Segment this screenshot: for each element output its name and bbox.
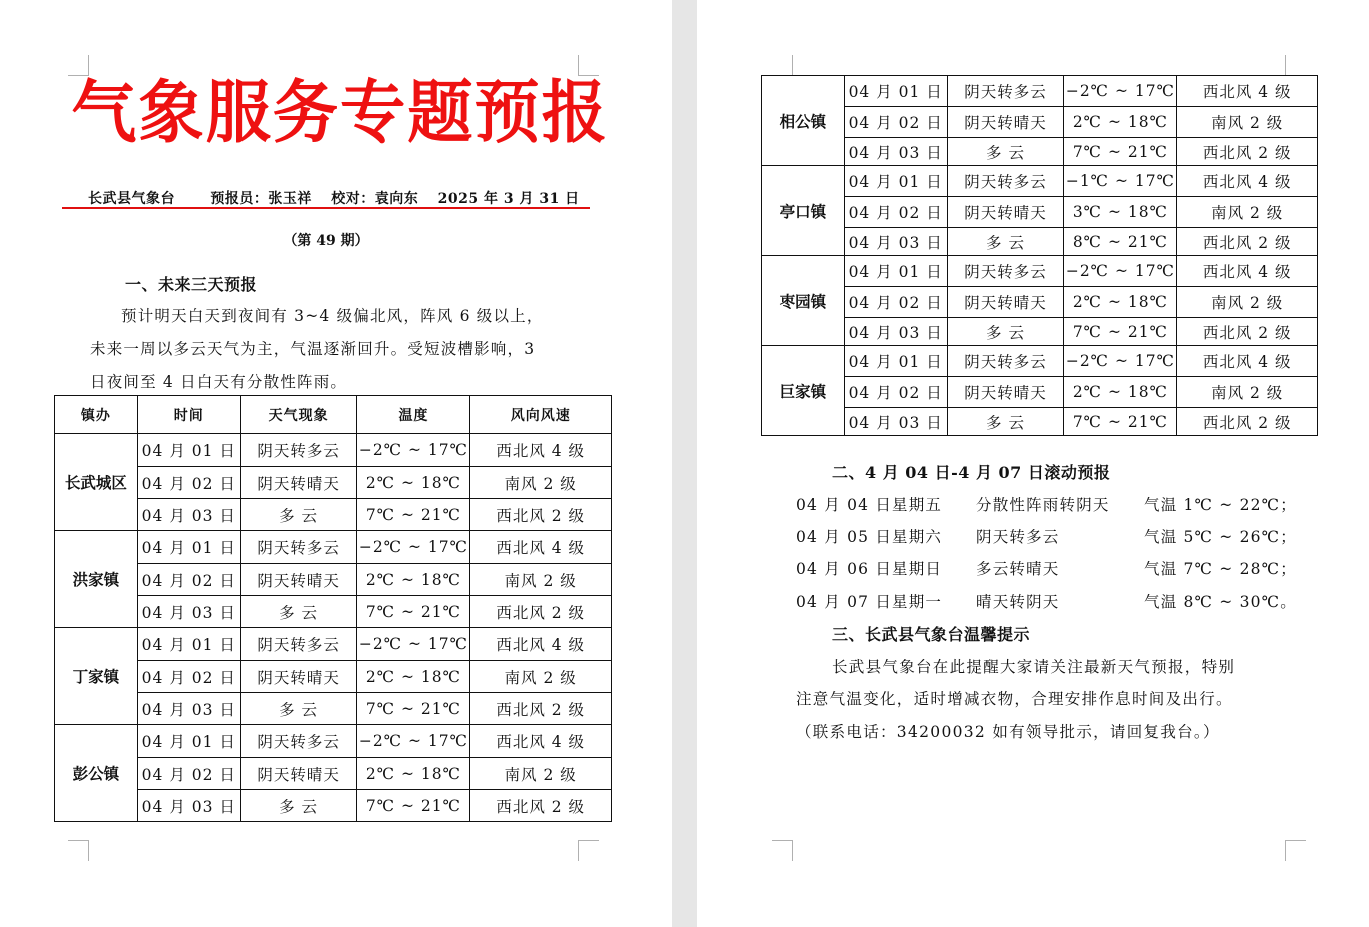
wind-cell: 西北风 4 级 — [1177, 256, 1318, 287]
town-cell: 相公镇 — [762, 76, 845, 166]
wind-cell: 西北风 4 级 — [470, 628, 612, 661]
col-header-town: 镇办 — [55, 396, 138, 434]
table-row — [55, 758, 612, 790]
wind-cell: 西北风 2 级 — [470, 693, 612, 725]
table-row — [762, 166, 1318, 197]
date-cell: 04 月 01 日 — [137, 725, 240, 758]
rolling-weather: 分散性阵雨转阴天 — [976, 496, 1110, 514]
document-page-1 — [0, 0, 672, 927]
forecast-table-part2 — [761, 75, 1318, 436]
header-rule — [62, 207, 590, 209]
report-title: 气象服务专题预报 — [71, 73, 609, 153]
weather-cell: 多 云 — [947, 228, 1064, 256]
weather-cell: 阴天转多云 — [240, 725, 357, 758]
temp-cell: 7℃ ~ 21℃ — [1064, 138, 1177, 166]
weather-cell: 多 云 — [947, 318, 1064, 346]
town-cell: 巨家镇 — [762, 346, 845, 436]
date-cell: 04 月 01 日 — [844, 346, 947, 377]
weather-cell: 阴天转多云 — [240, 628, 357, 661]
rolling-weather: 多云转晴天 — [976, 560, 1060, 578]
wind-cell: 西北风 4 级 — [470, 531, 612, 564]
weather-cell: 阴天转晴天 — [240, 467, 357, 499]
weather-cell: 阴天转晴天 — [240, 564, 357, 596]
temp-cell: 7℃ ~ 21℃ — [357, 693, 470, 725]
temp-cell: −2℃ ~ 17℃ — [357, 531, 470, 564]
wind-cell: 西北风 2 级 — [1177, 408, 1318, 436]
rolling-forecast-row — [796, 557, 1316, 579]
weather-cell: 阴天转晴天 — [947, 107, 1064, 138]
issue-number: （第 49 期） — [283, 233, 369, 249]
date-cell: 04 月 02 日 — [844, 107, 947, 138]
rolling-forecast-row — [796, 590, 1316, 612]
town-cell: 亭口镇 — [762, 166, 845, 256]
temp-cell: 2℃ ~ 18℃ — [1064, 107, 1177, 138]
col-header-temp: 温度 — [357, 396, 470, 434]
date-cell: 04 月 01 日 — [844, 76, 947, 107]
temp-cell: 2℃ ~ 18℃ — [357, 661, 470, 693]
temp-cell: 8℃ ~ 21℃ — [1064, 228, 1177, 256]
date-cell: 04 月 03 日 — [844, 138, 947, 166]
wind-cell: 西北风 4 级 — [470, 434, 612, 467]
date-cell: 04 月 01 日 — [137, 628, 240, 661]
table-row — [762, 346, 1318, 377]
table-row — [762, 256, 1318, 287]
weather-cell: 阴天转多云 — [240, 434, 357, 467]
crop-mark — [1285, 840, 1306, 861]
temp-cell: −2℃ ~ 17℃ — [1064, 346, 1177, 377]
weather-cell: 阴天转晴天 — [947, 197, 1064, 228]
table-row — [762, 318, 1318, 346]
section1-heading: 一、未来三天预报 — [125, 275, 258, 294]
temp-cell: 2℃ ~ 18℃ — [357, 467, 470, 499]
byline — [88, 188, 588, 208]
table-row — [762, 76, 1318, 107]
wind-cell: 南风 2 级 — [470, 758, 612, 790]
table-row — [55, 661, 612, 693]
weather-cell: 多 云 — [240, 596, 357, 628]
para-line: 预计明天白天到夜间有 3~4 级偏北风，阵风 6 级以上， — [121, 307, 544, 325]
wind-cell: 西北风 2 级 — [1177, 138, 1318, 166]
para-line: 日夜间至 4 日白天有分散性阵雨。 — [90, 373, 348, 391]
date-cell: 04 月 03 日 — [844, 228, 947, 256]
temp-cell: −2℃ ~ 17℃ — [1064, 76, 1177, 107]
date-cell: 04 月 02 日 — [844, 197, 947, 228]
col-header-weather: 天气现象 — [240, 396, 357, 434]
temp-cell: 2℃ ~ 18℃ — [357, 758, 470, 790]
rolling-date: 04 月 04 日星期五 — [796, 496, 943, 514]
col-header-date: 时间 — [137, 396, 240, 434]
wind-cell: 西北风 2 级 — [1177, 228, 1318, 256]
wind-cell: 西北风 2 级 — [470, 596, 612, 628]
weather-cell: 多 云 — [947, 138, 1064, 166]
date-cell: 04 月 02 日 — [137, 758, 240, 790]
date-cell: 04 月 01 日 — [844, 256, 947, 287]
crop-mark — [68, 840, 89, 861]
table-row — [762, 107, 1318, 138]
weather-cell: 阴天转多云 — [947, 346, 1064, 377]
rolling-date: 04 月 07 日星期一 — [796, 593, 943, 611]
temp-cell: 3℃ ~ 18℃ — [1064, 197, 1177, 228]
col-header-wind: 风向风速 — [470, 396, 612, 434]
tip-line: 长武县气象台在此提醒大家请关注最新天气预报，特别 — [832, 658, 1236, 676]
table-row — [55, 467, 612, 499]
table-row — [55, 499, 612, 531]
wind-cell: 南风 2 级 — [470, 564, 612, 596]
temp-cell: 7℃ ~ 21℃ — [357, 499, 470, 531]
wind-cell: 南风 2 级 — [1177, 107, 1318, 138]
date-cell: 04 月 02 日 — [137, 467, 240, 499]
weather-cell: 阴天转晴天 — [240, 758, 357, 790]
date-cell: 04 月 02 日 — [137, 661, 240, 693]
wind-cell: 南风 2 级 — [1177, 197, 1318, 228]
weather-cell: 阴天转多云 — [947, 166, 1064, 197]
table-header-row — [55, 396, 612, 434]
date-cell: 04 月 03 日 — [844, 318, 947, 346]
crop-mark — [1285, 55, 1306, 76]
wind-cell: 南风 2 级 — [470, 661, 612, 693]
forecaster: 预报员：张玉祥 — [210, 191, 312, 207]
rolling-forecast-row — [796, 493, 1316, 515]
rolling-weather: 晴天转阴天 — [976, 593, 1060, 611]
weather-cell: 阴天转多云 — [240, 531, 357, 564]
crop-mark — [772, 55, 793, 76]
issue-date: 2025 年 3 月 31 日 — [437, 191, 580, 207]
table-row — [55, 693, 612, 725]
date-cell: 04 月 02 日 — [844, 377, 947, 408]
date-cell: 04 月 03 日 — [137, 693, 240, 725]
temp-cell: −1℃ ~ 17℃ — [1064, 166, 1177, 197]
table-row — [55, 434, 612, 467]
weather-cell: 阴天转晴天 — [240, 661, 357, 693]
town-cell: 长武城区 — [55, 434, 138, 531]
wind-cell: 西北风 4 级 — [1177, 76, 1318, 107]
date-cell: 04 月 02 日 — [844, 287, 947, 318]
rolling-weather: 阴天转多云 — [976, 528, 1060, 546]
proofreader: 校对：袁向东 — [331, 191, 419, 207]
town-cell: 洪家镇 — [55, 531, 138, 628]
town-cell: 枣园镇 — [762, 256, 845, 346]
wind-cell: 西北风 2 级 — [470, 790, 612, 822]
date-cell: 04 月 03 日 — [137, 596, 240, 628]
para-line: 未来一周以多云天气为主，气温逐渐回升。受短波槽影响，3 — [90, 340, 536, 358]
wind-cell: 西北风 2 级 — [1177, 318, 1318, 346]
section3-heading: 三、长武县气象台温馨提示 — [832, 625, 1031, 644]
town-cell: 彭公镇 — [55, 725, 138, 822]
table-row — [55, 531, 612, 564]
date-cell: 04 月 02 日 — [137, 564, 240, 596]
wind-cell: 南风 2 级 — [1177, 377, 1318, 408]
crop-mark — [578, 840, 599, 861]
date-cell: 04 月 03 日 — [137, 499, 240, 531]
weather-cell: 阴天转晴天 — [947, 287, 1064, 318]
wind-cell: 南风 2 级 — [470, 467, 612, 499]
town-cell: 丁家镇 — [55, 628, 138, 725]
table-row — [762, 197, 1318, 228]
forecast-table-part1 — [54, 395, 612, 822]
weather-cell: 阴天转晴天 — [947, 377, 1064, 408]
section2-heading: 二、4 月 04 日-4 月 07 日滚动预报 — [832, 463, 1111, 482]
rolling-temp: 气温 1℃ ~ 22℃； — [1144, 496, 1297, 514]
rolling-temp: 气温 8℃ ~ 30℃。 — [1144, 593, 1297, 611]
temp-cell: 7℃ ~ 21℃ — [357, 596, 470, 628]
table-row — [762, 138, 1318, 166]
document-page-2 — [697, 0, 1369, 927]
tip-line: 注意气温变化，适时增减衣物，合理安排作息时间及出行。 — [796, 690, 1233, 708]
date-cell: 04 月 01 日 — [137, 434, 240, 467]
table-row — [762, 377, 1318, 408]
date-cell: 04 月 01 日 — [137, 531, 240, 564]
weather-cell: 多 云 — [240, 790, 357, 822]
weather-cell: 多 云 — [240, 499, 357, 531]
temp-cell: 7℃ ~ 21℃ — [357, 790, 470, 822]
tip-line: （联系电话：34200032 如有领导批示，请回复我台。） — [796, 723, 1220, 741]
temp-cell: 2℃ ~ 18℃ — [1064, 287, 1177, 318]
table-row — [55, 628, 612, 661]
wind-cell: 西北风 4 级 — [1177, 166, 1318, 197]
date-cell: 04 月 03 日 — [137, 790, 240, 822]
temp-cell: −2℃ ~ 17℃ — [357, 628, 470, 661]
date-cell: 04 月 03 日 — [844, 408, 947, 436]
rolling-date: 04 月 06 日星期日 — [796, 560, 943, 578]
table-row — [762, 228, 1318, 256]
rolling-date: 04 月 05 日星期六 — [796, 528, 943, 546]
temp-cell: −2℃ ~ 17℃ — [1064, 256, 1177, 287]
weather-cell: 阴天转多云 — [947, 76, 1064, 107]
table-row — [55, 564, 612, 596]
temp-cell: 2℃ ~ 18℃ — [357, 564, 470, 596]
section1-paragraph — [90, 300, 610, 399]
weather-cell: 多 云 — [947, 408, 1064, 436]
table-row — [762, 287, 1318, 318]
rolling-temp: 气温 7℃ ~ 28℃； — [1144, 560, 1297, 578]
wind-cell: 西北风 4 级 — [1177, 346, 1318, 377]
date-cell: 04 月 01 日 — [844, 166, 947, 197]
temp-cell: −2℃ ~ 17℃ — [357, 725, 470, 758]
temp-cell: −2℃ ~ 17℃ — [357, 434, 470, 467]
rolling-forecast-row — [796, 525, 1316, 547]
crop-mark — [772, 840, 793, 861]
table-row — [55, 725, 612, 758]
temp-cell: 7℃ ~ 21℃ — [1064, 318, 1177, 346]
table-row — [55, 790, 612, 822]
table-row — [762, 408, 1318, 436]
wind-cell: 西北风 2 级 — [470, 499, 612, 531]
rolling-temp: 气温 5℃ ~ 26℃； — [1144, 528, 1297, 546]
org-name: 长武县气象台 — [88, 191, 175, 207]
temp-cell: 7℃ ~ 21℃ — [1064, 408, 1177, 436]
weather-cell: 阴天转多云 — [947, 256, 1064, 287]
weather-cell: 多 云 — [240, 693, 357, 725]
wind-cell: 南风 2 级 — [1177, 287, 1318, 318]
temp-cell: 2℃ ~ 18℃ — [1064, 377, 1177, 408]
wind-cell: 西北风 4 级 — [470, 725, 612, 758]
table-row — [55, 596, 612, 628]
